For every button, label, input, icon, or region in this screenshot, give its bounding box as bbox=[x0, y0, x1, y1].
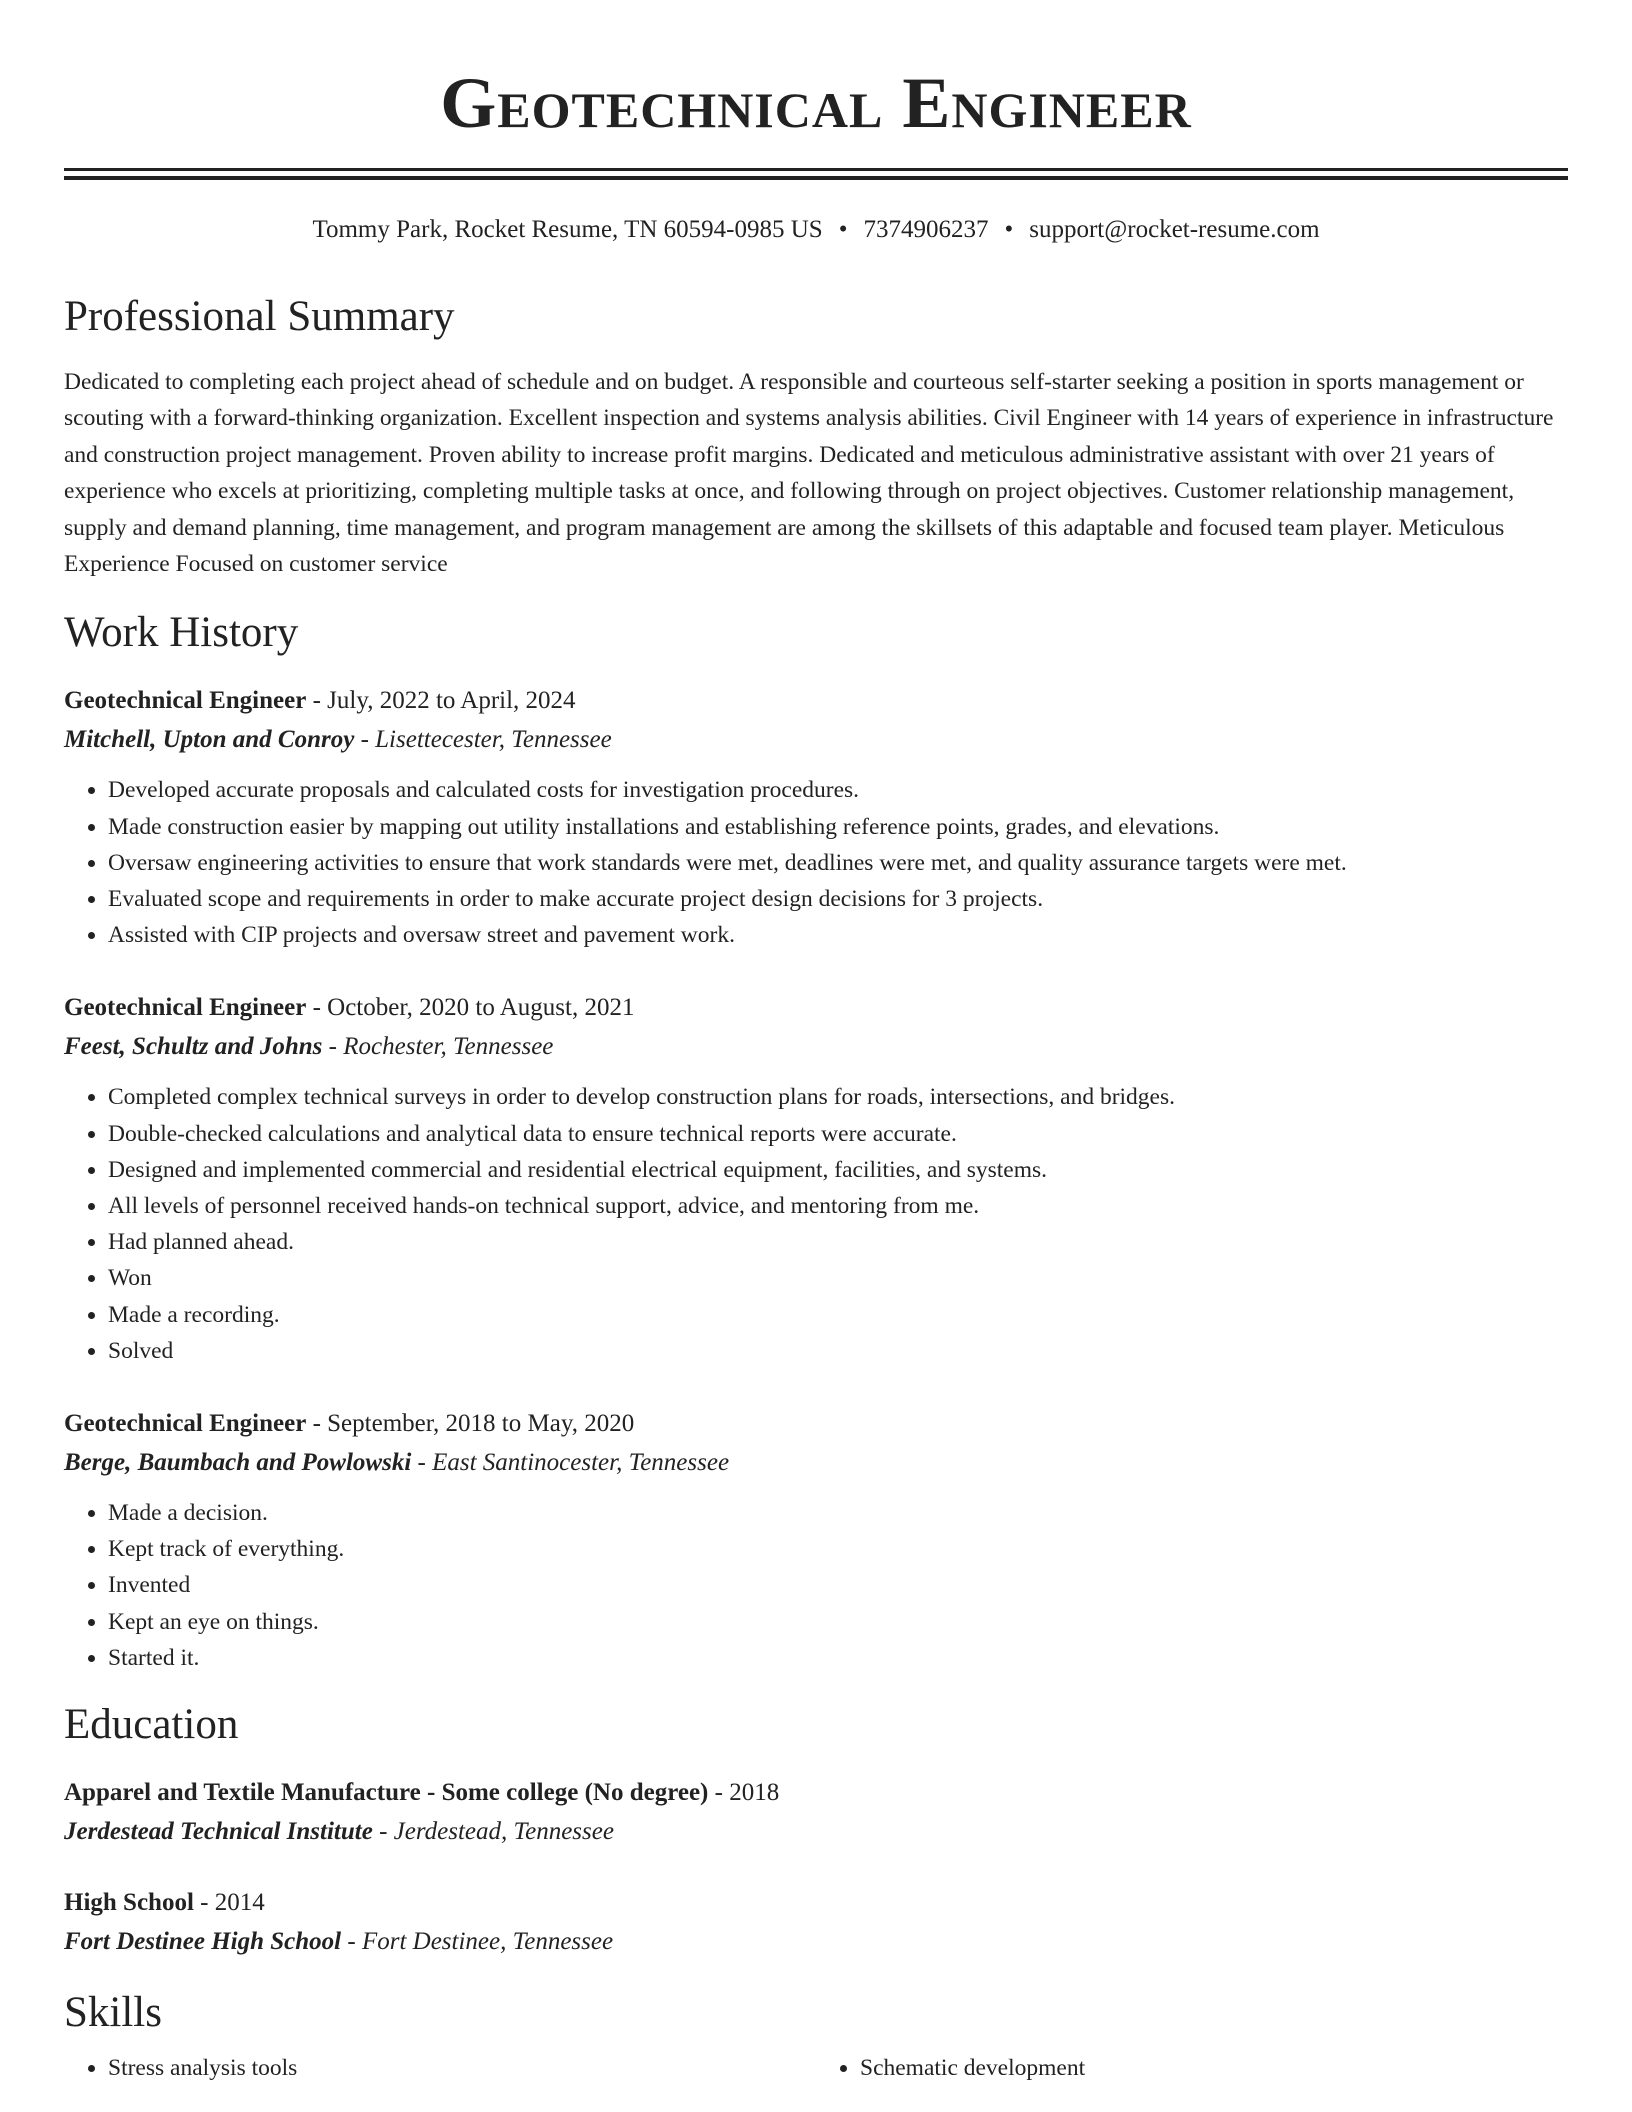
education-location: - Jerdestead, Tennessee bbox=[372, 1818, 614, 1846]
education-entry bbox=[64, 1884, 1568, 1962]
education-school-line bbox=[64, 1922, 1568, 1962]
job-company-line bbox=[64, 1027, 1568, 1067]
job-company-line bbox=[64, 1443, 1568, 1483]
list-item: • Designed and implemented commercial and residential electrical equipment, facilities, and systems. bbox=[108, 1152, 1568, 1188]
contact-email: support@rocket-resume.com bbox=[1029, 216, 1320, 243]
skills-list bbox=[64, 2050, 1568, 2086]
list-item: • Evaluated scope and requirements in order to make accurate project design decisions for 3 projects. bbox=[108, 881, 1568, 917]
job-company: Berge, Baumbach and Powlowski bbox=[64, 1449, 412, 1477]
education-school: Jerdestead Technical Institute bbox=[64, 1818, 373, 1846]
list-item: • Won bbox=[108, 1260, 1568, 1296]
list-item: • Developed accurate proposals and calculated costs for investigation procedures. bbox=[108, 772, 1568, 808]
job-header bbox=[64, 989, 1568, 1027]
skills-column-right bbox=[816, 2050, 1568, 2086]
section-title-work-history: Work History bbox=[64, 609, 299, 657]
list-item: • Made a decision. bbox=[108, 1495, 1568, 1531]
education-header bbox=[64, 1884, 1568, 1922]
education-degree: Apparel and Textile Manufacture - Some college (No degree) bbox=[64, 1779, 709, 1807]
education-location: - Fort Destinee, Tennessee bbox=[341, 1928, 614, 1956]
job-dates: - July, 2022 to April, 2024 bbox=[306, 687, 576, 715]
job-header bbox=[64, 1405, 1568, 1443]
list-item: • Kept track of everything. bbox=[108, 1531, 1568, 1567]
education-header bbox=[64, 1774, 1568, 1812]
job-location: - East Santinocester, Tennessee bbox=[411, 1449, 730, 1477]
education-year: - 2018 bbox=[708, 1779, 780, 1807]
job-entry bbox=[64, 1405, 1568, 1676]
contact-separator: • bbox=[838, 216, 848, 243]
header-divider-top bbox=[64, 168, 1568, 171]
header-divider-bottom bbox=[64, 176, 1568, 180]
list-item: • Solved bbox=[108, 1333, 1568, 1369]
education-year: - 2014 bbox=[193, 1889, 265, 1917]
list-item: • Completed complex technical surveys in order to develop construction plans for roads, intersections, and bridges. bbox=[108, 1079, 1568, 1115]
education-school-line bbox=[64, 1812, 1568, 1852]
job-bullets bbox=[64, 772, 1568, 953]
list-item: • Invented bbox=[108, 1567, 1568, 1603]
list-item: • Had planned ahead. bbox=[108, 1224, 1568, 1260]
contact-line bbox=[64, 214, 1568, 246]
job-entry bbox=[64, 989, 1568, 1369]
list-item: • Made construction easier by mapping out utility installations and establishing reference points, grades, and elevations. bbox=[108, 809, 1568, 845]
job-header bbox=[64, 682, 1568, 720]
list-item: • Made a recording. bbox=[108, 1297, 1568, 1333]
job-location: - Rochester, Tennessee bbox=[322, 1033, 554, 1061]
job-title: Geotechnical Engineer bbox=[64, 994, 307, 1022]
job-title: Geotechnical Engineer bbox=[64, 1410, 307, 1438]
list-item: • Started it. bbox=[108, 1640, 1568, 1676]
list-item: • Kept an eye on things. bbox=[108, 1604, 1568, 1640]
job-company-line bbox=[64, 720, 1568, 760]
job-company: Mitchell, Upton and Conroy bbox=[64, 726, 355, 754]
skill-item: • Schematic development bbox=[860, 2050, 1568, 2086]
skill-item: • Stress analysis tools bbox=[108, 2050, 816, 2086]
skills-column-left bbox=[64, 2050, 816, 2086]
list-item: • All levels of personnel received hands-on technical support, advice, and mentoring from me. bbox=[108, 1188, 1568, 1224]
contact-separator: • bbox=[1004, 216, 1014, 243]
job-location: - Lisettecester, Tennessee bbox=[354, 726, 612, 754]
job-dates: - September, 2018 to May, 2020 bbox=[306, 1410, 635, 1438]
job-company: Feest, Schultz and Johns bbox=[64, 1033, 323, 1061]
resume-name-title: Geotechnical Engineer bbox=[440, 63, 1192, 143]
list-item: • Oversaw engineering activities to ensure that work standards were met, deadlines were met, and quality assurance targets were met. bbox=[108, 845, 1568, 881]
job-title: Geotechnical Engineer bbox=[64, 687, 307, 715]
contact-address: Tommy Park, Rocket Resume, TN 60594-0985 US bbox=[312, 216, 823, 243]
contact-phone: 7374906237 bbox=[863, 216, 989, 243]
summary-text: Dedicated to completing each project ahead of schedule and on budget. A responsible and courteous self-starter seeking a position in sports management or scouting with a forward-thinking organization. Excellent inspection and systems analysis abilities. Civil Engineer with 14 years of experience in infrastructure and construction project management. Proven ability to increase profit margins. Dedicated and meticulous administrative assistant with over 21 years of experience who excels at prioritizing, completing multiple tasks at once, and following through on project objectives. Customer relationship management, supply and demand planning, time management, and program management are among the skillsets of this adaptable and focused team player. Meticulous Experience Focused on customer service bbox=[64, 369, 1554, 578]
section-title-skills: Skills bbox=[64, 1989, 162, 2037]
section-title-education: Education bbox=[64, 1701, 239, 1749]
list-item: • Double-checked calculations and analytical data to ensure technical reports were accurate. bbox=[108, 1116, 1568, 1152]
job-dates: - October, 2020 to August, 2021 bbox=[306, 994, 635, 1022]
job-bullets bbox=[64, 1079, 1568, 1369]
section-title-summary: Professional Summary bbox=[64, 293, 455, 340]
education-entry bbox=[64, 1774, 1568, 1852]
list-item: • Assisted with CIP projects and oversaw street and pavement work. bbox=[108, 917, 1568, 953]
education-school: Fort Destinee High School bbox=[64, 1928, 342, 1956]
job-entry bbox=[64, 682, 1568, 953]
job-bullets bbox=[64, 1495, 1568, 1676]
education-degree: High School bbox=[64, 1889, 194, 1917]
